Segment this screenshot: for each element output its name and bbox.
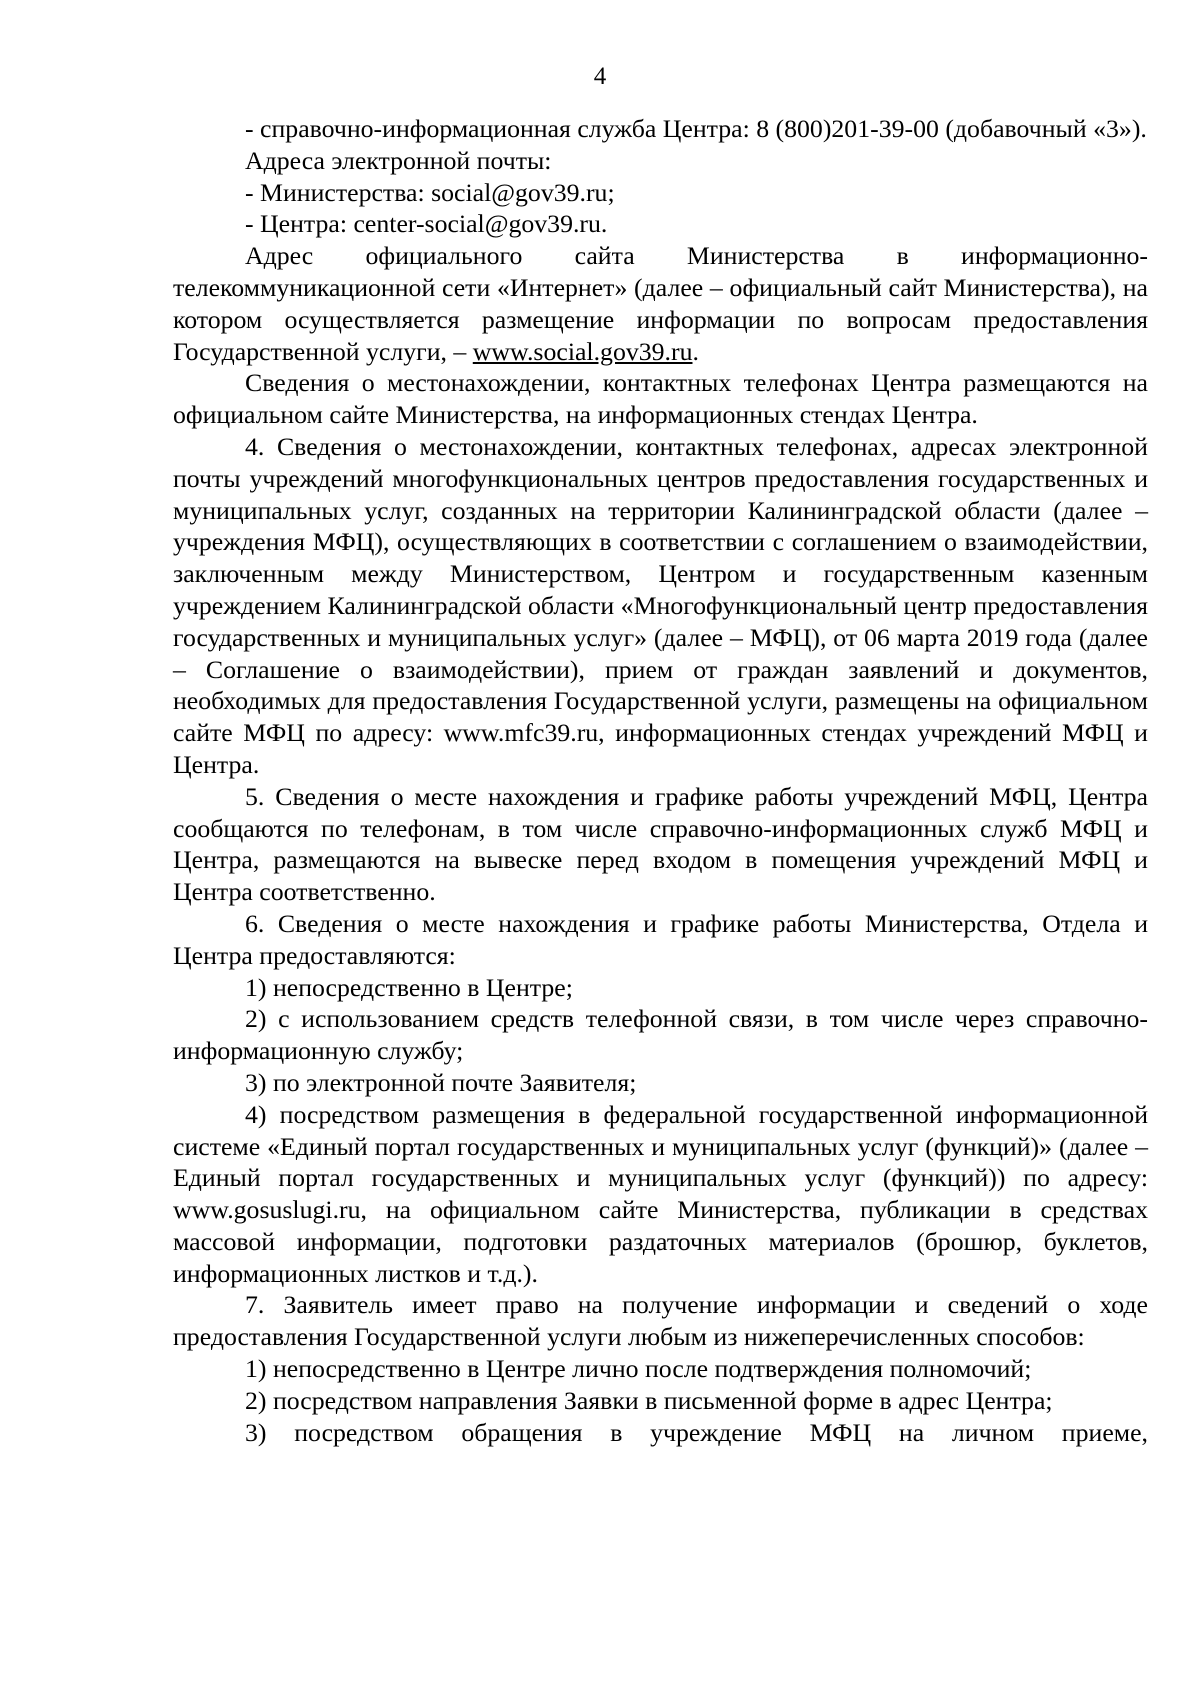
paragraph-help-service: - справочно-информационная служба Центра: 8 (800)201-39-00 (добавочный «3»). [245, 114, 1147, 143]
paragraph-item-6: 6. Сведения о месте нахождения и графике работы Министерства, Отдела и Центра предоставляются: [173, 908, 1148, 970]
paragraph-center-email: - Центра: center-social@gov39.ru. [245, 209, 608, 239]
official-site-text: Адрес официального сайта Министерства в информационно-телекоммуникационной сети «Интернет» (далее – официальный сайт Министерства), на котором осуществляется размещение информации по вопросам предоставления Государственной услуги, – [173, 241, 1148, 366]
paragraph-ministry-email: - Министерства: social@gov39.ru; [245, 177, 615, 207]
paragraph-official-site [173, 240, 1148, 367]
paragraph-item-6-3: 3) по электронной почте Заявителя; [245, 1067, 637, 1097]
paragraph-item-6-1: 1) непосредственно в Центре; [245, 972, 573, 1002]
paragraph-item-6-2: 2) с использованием средств телефонной связи, в том числе через справочно-информационную службу; [173, 1004, 1148, 1066]
official-site-text-end: . [692, 336, 699, 366]
paragraph-item-6-4: 4) посредством размещения в федеральной государственной информационной системе «Единый портал государственных и муниципальных услуг (функций)» (далее – Единый портал государственных и муниципальных услуг (функций)) по адресу: www.gosuslugi.ru, на официальном сайте Министерства, публикации в средствах массовой информации, подготовки раздаточных материалов (брошюр, буклетов, информационных листков и т.д.). [173, 1099, 1148, 1288]
page-number: 4 [593, 63, 607, 90]
paragraph-email-heading: Адреса электронной почты: [245, 145, 552, 175]
paragraph-item-7: 7. Заявитель имеет право на получение информации и сведений о ходе предоставления Государственной услуги любым из нижеперечисленных способов: [173, 1290, 1148, 1352]
document-body [173, 113, 1148, 1448]
paragraph-item-7-3: 3) посредством обращения в учреждение МФЦ на личном приеме, [245, 1417, 1148, 1447]
paragraph-item-4: 4. Сведения о местонахождении, контактных телефонах, адресах электронной почты учреждений многофункциональных центров предоставления государственных и муниципальных услуг, созданных на территории Калининградской области (далее – учреждения МФЦ), осуществляющих в соответствии с соглашением о взаимодействии, заключенным между Министерством, Центром и государственным казенным учреждением Калининградской области «Многофункциональный центр предоставления государственных и муниципальных услуг» (далее – МФЦ), от 06 марта 2019 года (далее – Соглашение о взаимодействии), прием от граждан заявлений и документов, необходимых для предоставления Государственной услуги, размещены на официальном сайте МФЦ по адресу: www.mfc39.ru, информационных стендах учреждений МФЦ и Центра. [173, 431, 1148, 779]
paragraph-center-location: Сведения о местонахождении, контактных телефонах Центра размещаются на официальном сайте Министерства, на информационных стендах Центра. [173, 368, 1148, 430]
paragraph-item-7-2: 2) посредством направления Заявки в письменной форме в адрес Центра; [245, 1385, 1053, 1415]
paragraph-item-5: 5. Сведения о месте нахождения и графике работы учреждений МФЦ, Центра сообщаются по телефонам, в том числе справочно-информационных служб МФЦ и Центра, размещаются на вывеске перед входом в помещения учреждений МФЦ и Центра соответственно. [173, 781, 1148, 907]
official-site-link[interactable]: www.social.gov39.ru [472, 336, 693, 366]
paragraph-item-7-1: 1) непосредственно в Центре лично после подтверждения полномочий; [245, 1354, 1032, 1384]
